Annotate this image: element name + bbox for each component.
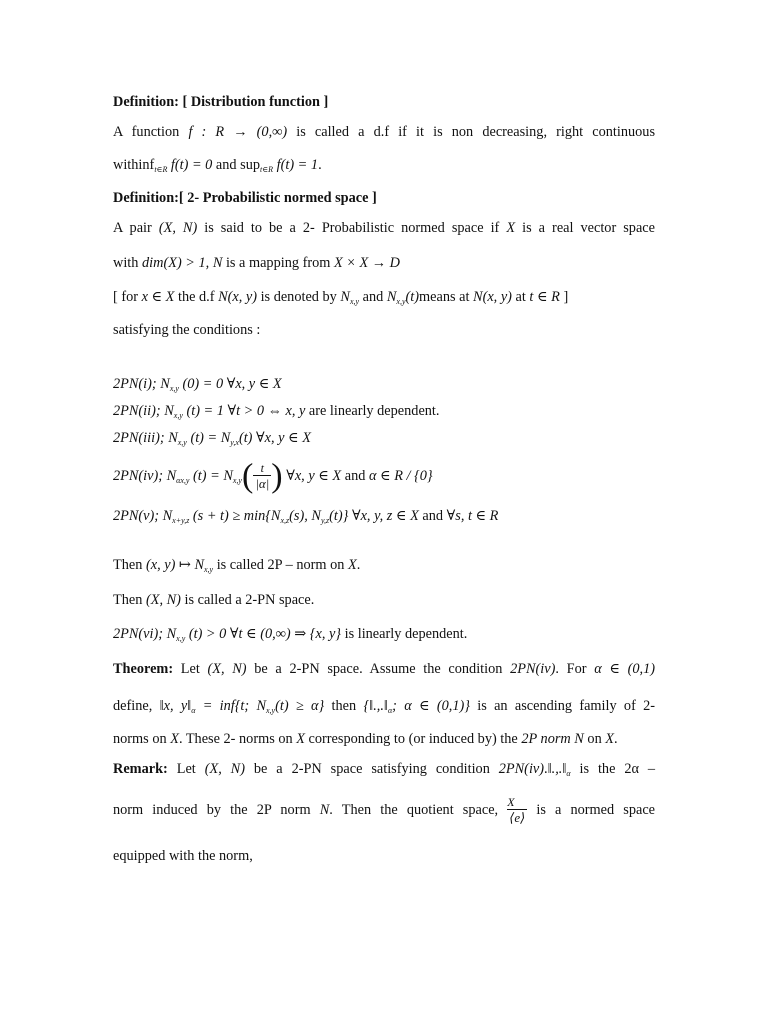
condition-2pn-iii: 2PN(iii); $N_{x,y}$ $(t) = N_{y,x}(t)$ ∀x, y ∈ X	[113, 430, 311, 447]
theorem-line3: norms on X. These 2- norms on X corresponding to (or induced by) the 2P norm N on X.	[113, 731, 618, 747]
definition-heading-2pn: Definition:[ 2- Probabilistic normed space ]	[113, 190, 377, 206]
quotient-space-fraction: $\frac{X}{⟨e⟩}$	[507, 795, 526, 826]
remark-line2: norm induced by the 2P norm N. Then the quotient space, $\frac{X}{⟨e⟩}$ is a normed space	[113, 795, 656, 826]
def2-line1: A pair (X, N) is said to be a 2- Probabilistic normed space if X is a real vector space	[113, 220, 655, 236]
def1-line1: A function f : R → (0,∞) is called a d.f if it is non decreasing, right continuous	[113, 124, 656, 140]
def1-line2: withinf$_{t\in R}$ f(t) = 0 and sup$_{t\in R}$ f(t) = 1.	[113, 157, 322, 174]
then-2p-norm: Then (x, y) ↦ $N_{x,y}$ is called 2P – norm on X.	[113, 557, 361, 574]
definition-heading-distribution: Definition: [ Distribution function ]	[113, 94, 329, 110]
def2-line3: [ for x ∈ X the d.f N(x, y) is denoted by $N_{x,y}$ and $N_{x,y}(t)means$ at N(x, y) at t ∈ R ]	[113, 289, 569, 306]
theorem-line1: Theorem: Let (X, N) be a 2-PN space. Assume the condition 2PN(iv). For α ∈ (0,1)	[113, 661, 656, 677]
then-2pn-space: Then (X, N) is called a 2-PN space.	[113, 592, 315, 608]
condition-2pn-ii: 2PN(ii); $N_{x,y}$ (t) = 1 ∀t > 0 ⇔ x, y are linearly dependent.	[113, 403, 440, 420]
remark-line3: equipped with the norm,	[113, 848, 253, 864]
remark-line1: Remark: Let (X, N) be a 2-PN space satisfying condition $2PN(iv).‖.,.‖_\alpha$ is the 2α –	[113, 761, 656, 778]
condition-2pn-i: 2PN(i); $N_{x,y}$ (0) = 0 ∀x, y ∈ X	[113, 376, 282, 393]
condition-2pn-v: 2PN(v); $N_{x+y,z}$ $(s + t) \ge \min\{N_{x,z}(s)$, $N_{y,z}(t)$} ∀x, y, z ∈ X and ∀s, t ∈ R	[113, 508, 499, 525]
def2-line4: satisfying the conditions :	[113, 322, 261, 338]
t-over-abs-alpha: $\frac{t}{|\alpha|}$	[255, 461, 270, 492]
theorem-line2: define, ‖x, $y‖_\alpha = inf\{t$; $N_{x,y}(t) \ge \alpha$} then {$‖.,.‖_\alpha$; α ∈ (0,1)} is an ascending family of 2-	[113, 698, 656, 715]
def2-line2: with dim(X) > 1, N is a mapping from X × X → D	[113, 255, 400, 271]
condition-2pn-iv: 2PN(iv); $N_{\alpha x,y}$ $(t) = N_{x,y}$( $\frac{t}{|\alpha|}$ ) ∀x, y ∈ X and α ∈ R / {0}	[113, 457, 433, 495]
condition-2pn-vi: 2PN(vi); $N_{x,y}$ (t) > 0 ∀t ∈ (0,∞) ⇒ {x, y} is linearly dependent.	[113, 626, 468, 643]
